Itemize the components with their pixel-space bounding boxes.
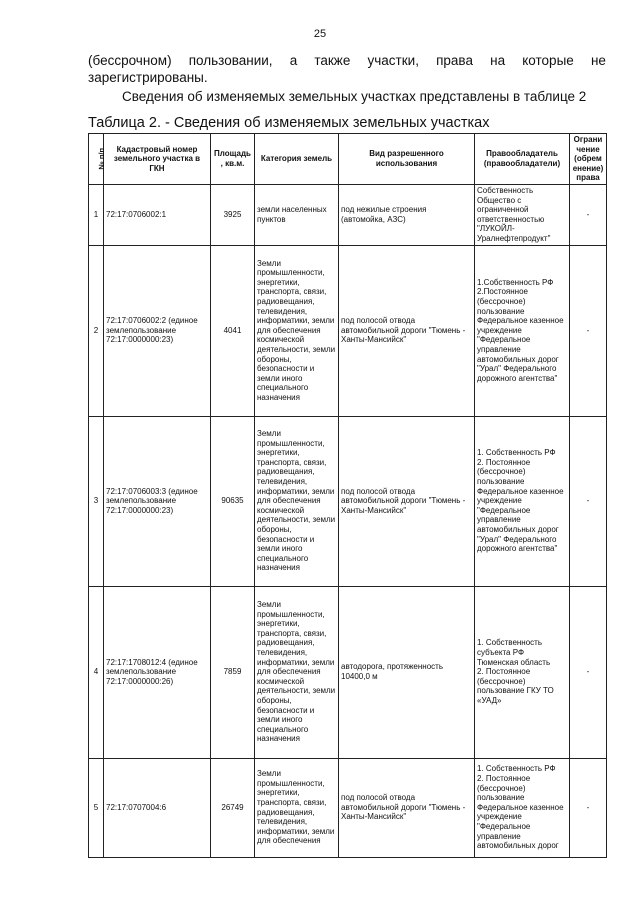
header-holder: Правообладатель (правообладатели)	[475, 134, 570, 185]
paragraph-line-1	[88, 52, 606, 69]
cell-limit: -	[570, 586, 607, 758]
cell-area: 26749	[211, 758, 255, 857]
word: (бессрочном)	[88, 53, 172, 68]
header-usage: Вид разрешенного использования	[339, 134, 475, 185]
cell-area: 3925	[211, 184, 255, 245]
word: не	[590, 53, 606, 68]
cell-num: 4	[89, 586, 104, 758]
paragraph-table-intro: Сведения об изменяемых земельных участках представлены в таблице 2	[122, 89, 587, 104]
cell-num: 2	[89, 245, 104, 416]
cell-num: 1	[89, 184, 104, 245]
cell-holder: 1. Собственность РФ 2. Постоянное (бессрочное) пользование Федеральное казенное учреждение "Федеральное управление автомобильных дорог "Урал" Федерального дорожного агентства"	[475, 416, 570, 586]
cell-limit: -	[570, 184, 607, 245]
table-row	[89, 245, 607, 416]
table-row	[89, 416, 607, 586]
cell-cadastral: 72:17:0706002:1	[104, 184, 211, 245]
cell-area: 4041	[211, 245, 255, 416]
cell-area: 90635	[211, 416, 255, 586]
cell-cadastral: 72:17:1708012:4 (единое землепользование 72:17:0000000:26)	[104, 586, 211, 758]
table-row	[89, 758, 607, 857]
header-category: Категория земель	[255, 134, 339, 185]
word: а	[289, 53, 298, 68]
cell-usage: под полосой отвода автомобильной дороги "Тюмень - Ханты-Мансийск"	[339, 758, 475, 857]
header-area: Площадь, кв.м.	[211, 134, 255, 185]
cell-limit: -	[570, 758, 607, 857]
table-row	[89, 586, 607, 758]
header-num: № п/п	[89, 134, 104, 185]
word: участки,	[367, 53, 419, 68]
cell-area: 7859	[211, 586, 255, 758]
cell-limit: -	[570, 245, 607, 416]
word: на	[490, 53, 506, 68]
cell-holder: 1. Собственность РФ 2. Постоянное (бессрочное) пользование Федеральное казенное учреждение "Федеральное управление автомобильных дорог	[475, 758, 570, 857]
word: которые	[522, 53, 574, 68]
table-header-row	[89, 134, 607, 185]
cell-limit: -	[570, 416, 607, 586]
cell-holder: 1. Собственность субъекта РФ Тюменская область 2. Постоянное (бессрочное) пользование ГКУ ТО «УАД»	[475, 586, 570, 758]
cell-category: Земли промышленности, энергетики, транспорта, связи, радиовещания, телевидения, информатики, земли для обеспечения космической деятельности, земли обороны, безопасности и земли иного специального назначения	[255, 416, 339, 586]
cell-num: 3	[89, 416, 104, 586]
cell-cadastral: 72:17:0707004:6	[104, 758, 211, 857]
cell-cadastral: 72:17:0706002:2 (единое землепользование 72:17:0000000:23)	[104, 245, 211, 416]
cell-holder: 1.Собственность РФ 2.Постоянное (бессрочное) пользование Федеральное казенное учреждение "Федеральное управление автомобильных дорог "Урал" Федерального дорожного агентства"	[475, 245, 570, 416]
cell-category: Земли промышленности, энергетики, транспорта, связи, радиовещания, телевидения, информатики, земли для обеспечения космической деятельности, земли обороны, безопасности и земли иного специального назначения	[255, 586, 339, 758]
cell-usage: под нежилые строения (автомойка, АЗС)	[339, 184, 475, 245]
cell-category: Земли промышленности, энергетики, транспорта, связи, радиовещания, телевидения, информатики, земли для обеспечения	[255, 758, 339, 857]
cell-category: Земли промышленности, энергетики, транспорта, связи, радиовещания, телевидения, информатики, земли для обеспечения космической деятельности, земли обороны, безопасности и земли иного специального назначения	[255, 245, 339, 416]
word: права	[436, 53, 473, 68]
cell-usage: под полосой отвода автомобильной дороги "Тюмень - Ханты-Мансийск"	[339, 245, 475, 416]
cell-category: земли населенных пунктов	[255, 184, 339, 245]
table-caption: Таблица 2. - Сведения об изменяемых земельных участках	[88, 115, 490, 131]
land-plots-table	[88, 133, 607, 858]
cell-num: 5	[89, 758, 104, 857]
paragraph-continuation	[88, 52, 606, 86]
page-number: 25	[313, 28, 327, 40]
word: также	[314, 53, 351, 68]
word: пользовании,	[188, 53, 273, 68]
cell-usage: под полосой отвода автомобильной дороги "Тюмень - Ханты-Мансийск"	[339, 416, 475, 586]
cell-usage: автодорога, протяженность 10400,0 м	[339, 586, 475, 758]
header-limit: Ограничение (обременение) права	[570, 134, 607, 185]
cell-cadastral: 72:17:0706003:3 (единое землепользование 72:17:0000000:23)	[104, 416, 211, 586]
header-cadastral: Кадастровый номер земельного участка в ГКН	[104, 134, 211, 185]
paragraph-line-2: зарегистрированы.	[88, 70, 208, 85]
cell-holder: Собственность Общество с ограниченной ответственностью "ЛУКОЙЛ-Уралнефтепродукт"	[475, 184, 570, 245]
table-row	[89, 184, 607, 245]
